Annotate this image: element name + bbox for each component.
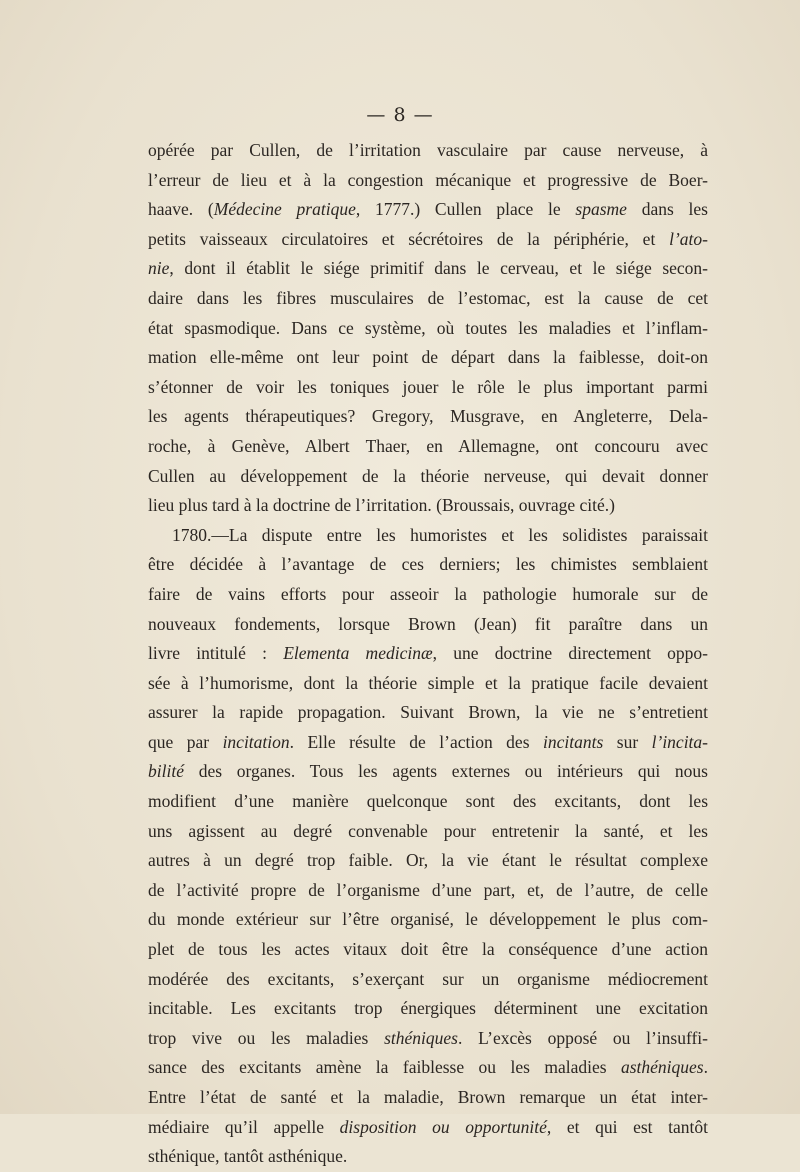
text-segment: sance des excitants amène la faiblesse ou les maladies bbox=[148, 1057, 621, 1078]
text-line bbox=[148, 136, 708, 166]
text-segment: mation elle-même ont leur point de départ dans la faiblesse, doit-on bbox=[148, 347, 708, 368]
text-line bbox=[148, 402, 708, 432]
text-segment: . Elle résulte de l’action des bbox=[289, 731, 543, 752]
text-segment: incitable. Les excitants trop énergiques déterminent une excitation bbox=[148, 998, 708, 1019]
text-segment: assurer la rapide propagation. Suivant Brown, la vie ne s’entretient bbox=[148, 702, 708, 723]
italic-text: l’incita- bbox=[651, 731, 708, 752]
page-number: — 8 — bbox=[366, 104, 434, 126]
text-segment: état spasmodique. Dans ce système, où toutes les maladies et l’inflam- bbox=[148, 317, 708, 338]
text-line bbox=[148, 994, 708, 1024]
text-line bbox=[148, 432, 708, 462]
text-segment: sur bbox=[603, 731, 652, 752]
text-segment: sthénique, tantôt asthénique. bbox=[148, 1146, 348, 1167]
text-segment: , 1777.) Cullen place le bbox=[355, 199, 576, 220]
text-line bbox=[148, 728, 708, 758]
text-line bbox=[148, 550, 708, 580]
text-line bbox=[148, 965, 708, 995]
text-line bbox=[148, 254, 708, 284]
text-segment: de l’activité propre de l’organisme d’une part, et, de l’autre, de celle bbox=[148, 879, 708, 900]
text-segment: nouveaux fondements, lorsque Brown (Jean) fit paraître dans un bbox=[148, 613, 708, 634]
text-line bbox=[148, 905, 708, 935]
italic-text: spasme bbox=[575, 199, 627, 220]
text-segment: l’erreur de lieu et à la congestion mécanique et progressive de Boer- bbox=[148, 169, 708, 190]
italic-text: disposition ou opportunité bbox=[339, 1116, 547, 1137]
text-segment: être décidée à l’avantage de ces derniers; les chimistes semblaient bbox=[148, 554, 708, 575]
text-segment: . L’excès opposé ou l’insuffi- bbox=[457, 1027, 708, 1048]
text-segment: , et qui est tantôt bbox=[546, 1116, 708, 1137]
italic-text: incitation bbox=[222, 731, 290, 752]
text-segment: modifient d’une manière quelconque sont des excitants, dont les bbox=[148, 791, 708, 812]
text-segment: autres à un degré trop faible. Or, la vie étant le résultat complexe bbox=[148, 850, 708, 871]
text-segment: des organes. Tous les agents externes ou intérieurs qui nous bbox=[183, 761, 708, 782]
text-segment: 1780.—La dispute entre les humoristes et les solidistes paraissait bbox=[172, 524, 708, 545]
text-line bbox=[148, 757, 708, 787]
italic-text: incitants bbox=[543, 731, 604, 752]
italic-text: bilité bbox=[148, 761, 184, 782]
text-line bbox=[148, 698, 708, 728]
text-segment: . bbox=[703, 1057, 708, 1078]
text-line bbox=[148, 1083, 708, 1113]
text-segment: trop vive ou les maladies bbox=[148, 1027, 385, 1048]
italic-text: asthéniques bbox=[620, 1057, 704, 1078]
text-line bbox=[148, 846, 708, 876]
text-segment: lieu plus tard à la doctrine de l’irritation. (Broussais, ouvrage cité.) bbox=[148, 495, 616, 516]
text-segment: opérée par Cullen, de l’irritation vasculaire par cause nerveuse, à bbox=[148, 140, 708, 160]
text-line bbox=[148, 521, 708, 551]
text-segment: s’étonner de voir les toniques jouer le rôle le plus important parmi bbox=[148, 376, 708, 397]
text-segment: dans les bbox=[626, 199, 708, 220]
text-segment: sée à l’humorisme, dont la théorie simple et la pratique facile devaient bbox=[148, 672, 708, 693]
text-segment: haave. ( bbox=[148, 199, 214, 220]
text-segment: roche, à Genève, Albert Thaer, en Allemagne, ont concouru avec bbox=[148, 435, 708, 456]
text-segment: plet de tous les actes vitaux doit être la conséquence d’une action bbox=[148, 939, 708, 960]
text-segment: , dont il établit le siége primitif dans le cerveau, et le siége secon- bbox=[169, 258, 708, 279]
text-line bbox=[148, 1113, 708, 1143]
text-line bbox=[148, 817, 708, 847]
text-line bbox=[148, 225, 708, 255]
text-segment: daire dans les fibres musculaires de l’estomac, est la cause de cet bbox=[148, 287, 708, 308]
text-segment: les agents thérapeutiques? Gregory, Musgrave, en Angleterre, Dela- bbox=[148, 406, 708, 427]
text-line bbox=[148, 787, 708, 817]
text-line bbox=[148, 580, 708, 610]
body-text bbox=[148, 136, 708, 1172]
italic-text: Elementa medicinæ bbox=[283, 643, 433, 664]
text-segment: que par bbox=[148, 731, 223, 752]
text-segment: du monde extérieur sur l’être organisé, le développement le plus com- bbox=[148, 909, 708, 930]
text-line bbox=[148, 462, 708, 492]
italic-text: sthéniques bbox=[384, 1027, 458, 1048]
text-segment: faire de vains efforts pour asseoir la pathologie humorale sur de bbox=[148, 583, 708, 604]
text-segment: médiaire qu’il appelle bbox=[148, 1116, 340, 1137]
text-segment: , une doctrine directement oppo- bbox=[432, 643, 709, 664]
text-line bbox=[148, 166, 708, 196]
text-line bbox=[148, 314, 708, 344]
text-segment: Cullen au développement de la théorie nerveuse, qui devait donner bbox=[148, 465, 708, 486]
text-line bbox=[148, 610, 708, 640]
italic-text: l’ato- bbox=[669, 228, 708, 249]
text-line bbox=[148, 935, 708, 965]
text-line bbox=[148, 343, 708, 373]
text-line bbox=[148, 284, 708, 314]
text-line bbox=[148, 1142, 708, 1172]
text-segment: livre intitulé : bbox=[148, 643, 284, 664]
italic-text: nie bbox=[148, 258, 170, 279]
text-line bbox=[148, 876, 708, 906]
text-line bbox=[148, 491, 708, 521]
text-segment: uns agissent au degré convenable pour entretenir la santé, et les bbox=[148, 820, 708, 841]
text-segment: Entre l’état de santé et la maladie, Brown remarque un état inter- bbox=[148, 1087, 708, 1107]
text-line bbox=[148, 373, 708, 403]
text-line bbox=[148, 195, 708, 225]
italic-text: Médecine pratique bbox=[213, 199, 356, 220]
text-segment: modérée des excitants, s’exerçant sur un organisme médiocrement bbox=[148, 968, 708, 989]
text-line bbox=[148, 669, 708, 699]
text-line bbox=[148, 1024, 708, 1054]
text-segment: petits vaisseaux circulatoires et sécrétoires de la périphérie, et bbox=[148, 228, 670, 249]
text-line bbox=[148, 1053, 708, 1083]
text-line bbox=[148, 639, 708, 669]
